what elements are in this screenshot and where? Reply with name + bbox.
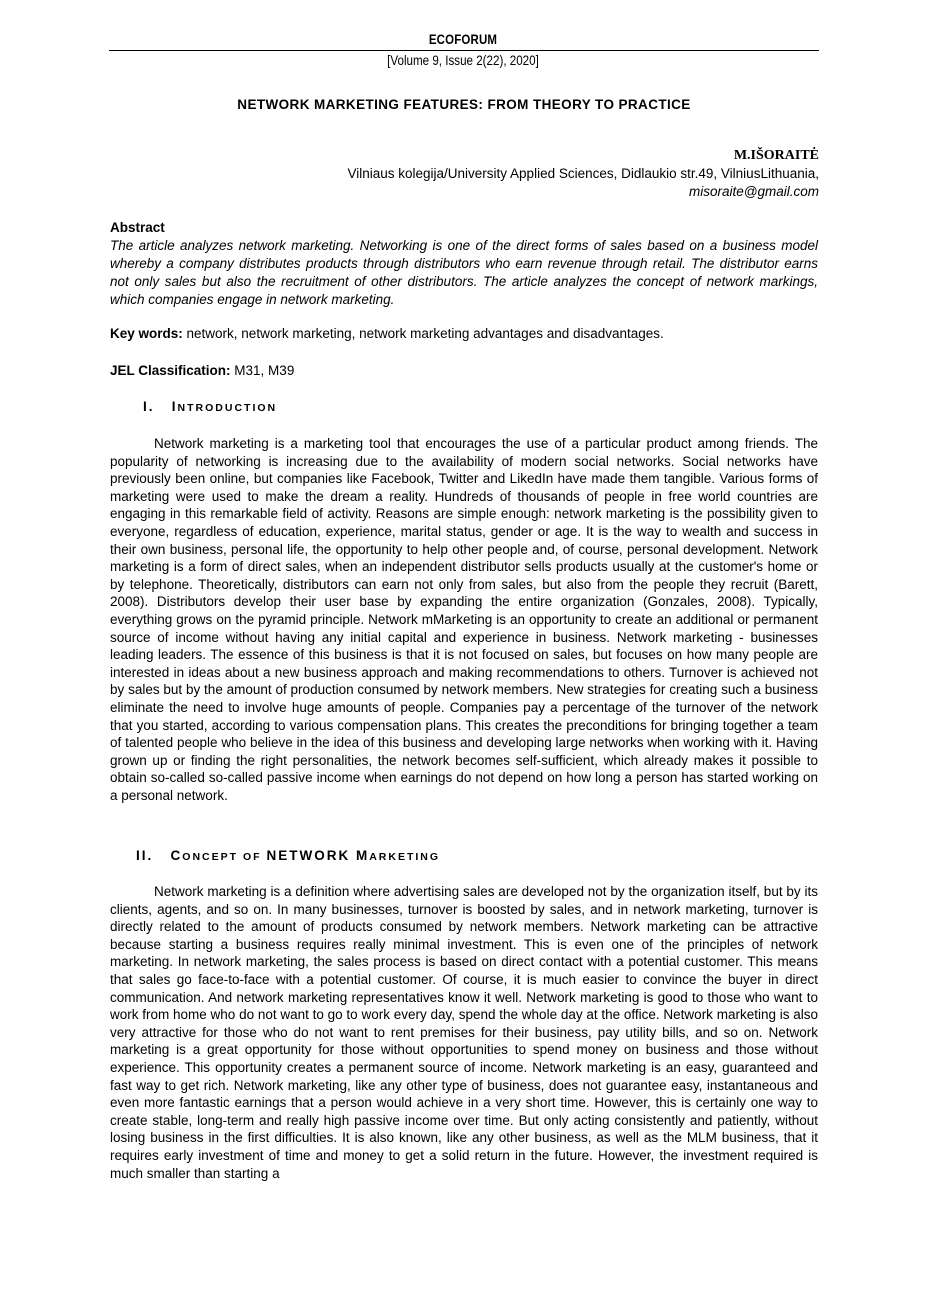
section-heading-concept <box>136 848 440 863</box>
introduction-paragraph: Network marketing is a marketing tool that encourages the use of a particular product among friends. The popularity of networking is increasing due to the availability of modern social networks. Social networks have previously been online, but companies like Facebook, Twitter and LikedIn have made them tangible. Various forms of marketing were used to make the dream a reality. Hundreds of thousands of people in free world countries are engaging in this remarkable field of activity. Reasons are simple enough: network marketing is the possibility given to everyone, regardless of education, experience, marital status, gender or age. It is the way to wealth and success in their own business, personal life, the opportunity to help other people and, of course, personal development. Network marketing is a form of direct sales, when an independent distributor sells products usually at the customer's home or by telephone. Theoretically, distributors can earn not only from sales, but also from the people they recruit (Barett, 2008). Distributors develop their user base by expanding the entire organization (Gonzales, 2008). Typically, everything grows on the pyramid principle. Network mMarketing is an opportunity to create an additional or permanent source of income without having any initial capital and experience in business. Network marketing - businesses leading leaders. The essence of this business is that it is not focused on sales, but focuses on how many people are interested in ideas about a new business approach and making recommendations to others. Turnover is achieved not by sales but by the amount of production consumed by network members. New strategies for creating such a business eliminate the need to involve huge amounts of people. Companies pay a percentage of the turnover of the network that you started, according to various compensation plans. This creates the preconditions for bringing together a team of talented people who believe in the idea of this business and developing large networks when working with it. Having grown up or finding the right personalities, the network becomes self-sufficient, which already makes it possible to obtain so-called so-called passive income when earnings do not depend on how long a person has started working on a personal network. <box>110 436 818 803</box>
author-affiliation: Vilniaus kolegija/University Applied Sciences, Didlaukio str.49, VilniusLithuania, <box>347 166 819 181</box>
keywords <box>110 325 818 343</box>
section-title-c-rest: ONCEPT OF <box>182 851 267 863</box>
keywords-label: Key words: <box>110 326 183 341</box>
section-title-m-rest: ARKETING <box>369 851 441 863</box>
author-email: misoraite@gmail.com <box>689 184 819 199</box>
jel-label: JEL Classification: <box>110 363 231 378</box>
section-number: I. <box>143 399 155 414</box>
section-title-m: M <box>350 848 370 863</box>
section-title-c: C <box>170 848 183 863</box>
volume-issue: [Volume 9, Issue 2(22), 2020] <box>387 53 539 68</box>
author-name: M.IŠORAITĖ <box>733 148 819 163</box>
journal-name: ECOFORUM <box>428 31 498 47</box>
header-rule <box>109 50 819 51</box>
keywords-text: network, network marketing, network marketing advantages and disadvantages. <box>182 326 664 341</box>
section-title-rest: NTRODUCTION <box>177 402 278 414</box>
section-heading-introduction <box>143 399 277 414</box>
section-number: II. <box>136 848 154 863</box>
abstract-heading: Abstract <box>110 220 165 235</box>
section-title-initial: I <box>171 399 178 414</box>
jel-text: M31, M39 <box>230 363 295 378</box>
author-affiliation-block <box>347 165 819 201</box>
paper-title: NETWORK MARKETING FEATURES: FROM THEORY TO PRACTICE <box>237 97 691 112</box>
abstract-text: The article analyzes network marketing. Networking is one of the direct forms of sales based on a business model whereby a company distributes products through distributors who earn revenue through retail. The distributor earns not only sales but also the recruitment of other distributors. The article analyzes the concept of network markings, which companies engage in network marketing. <box>110 238 818 307</box>
concept-paragraph: Network marketing is a definition where advertising sales are developed not by the organization itself, but by its clients, agents, and so on. In many businesses, turnover is boosted by sales, and in network marketing, turnover is directly related to the amount of products consumed by network members. Network marketing can be attractive because starting a business requires really minimal investment. This is even one of the principles of network marketing. In network marketing, the sales process is based on direct contact with a potential customer. This means that sales go face-to-face with a potential customer. Of course, it is much easier to convince the buyer in direct communication. And network marketing representatives know it well. Network marketing is good to those who want to work from home who do not want to go to work every day, spend the whole day at the office. Network marketing is also very attractive for those who do not want to rent premises for their business, pay utility bills, and so on. Network marketing is a great opportunity for those without opportunities to spend money on business and those without experience. This opportunity creates a permanent source of income. Network marketing is an easy, guaranteed and fast way to get rich. Network marketing, like any other type of business, does not guarantee easy, instantaneous and even more fantastic earnings that a person would achieve in a very short time. However, this is certainly one way to create stable, long-term and really high passive income over time. But only acting consistently and patiently, without losing business in the first difficulties. It is also known, like any other business, as well as the MLM business, that it requires early investment of time and money to get a solid return in the future. However, the investment required is much smaller than starting a <box>110 884 818 1181</box>
section-title-network: NETWORK <box>266 848 351 863</box>
jel-classification <box>110 362 818 380</box>
